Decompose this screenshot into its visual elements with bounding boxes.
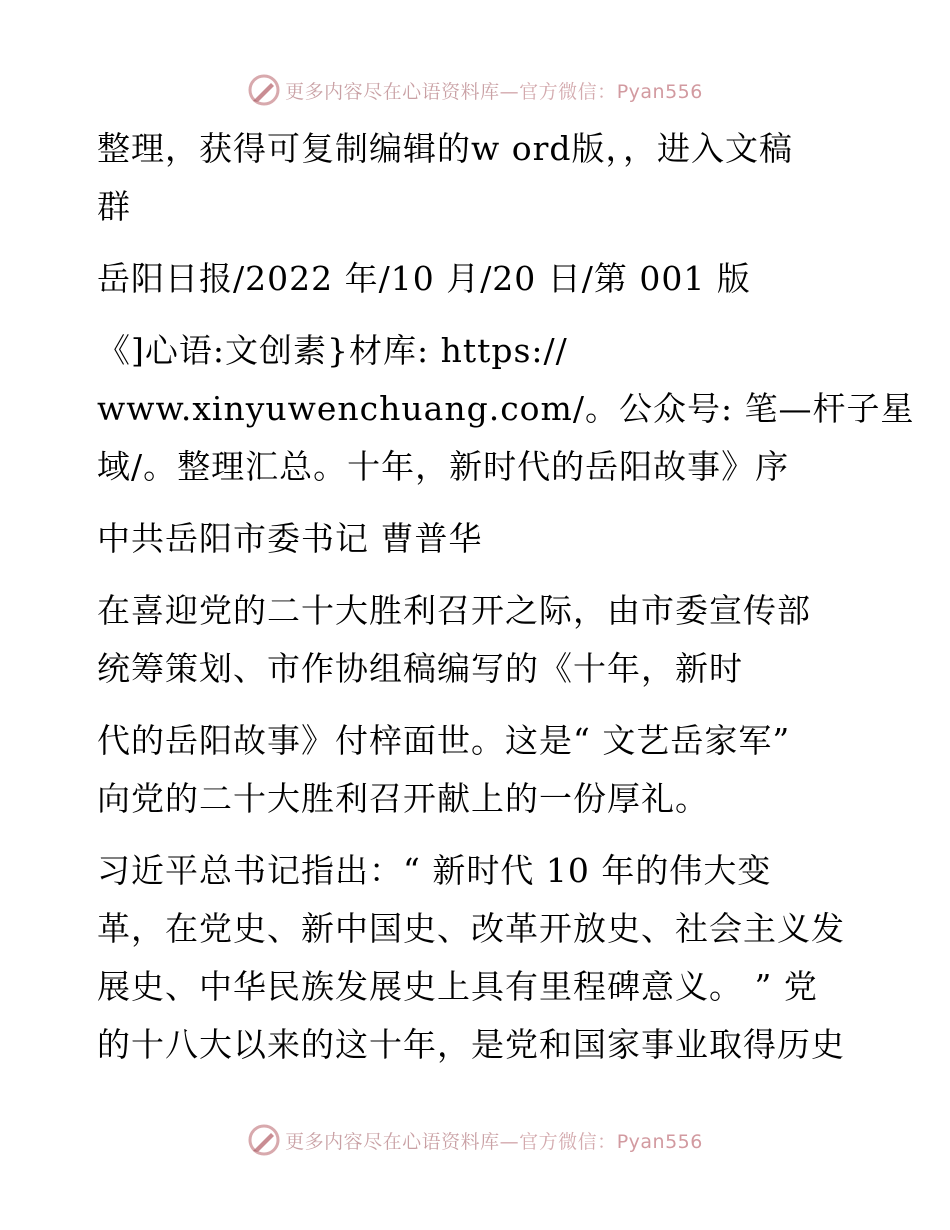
- text-line: 整理，获得可复制编辑的w ord版，，进入文稿: [97, 129, 794, 168]
- text-line: 岳阳日报/2022 年/10 月/20 日/第 001 版: [97, 259, 751, 298]
- text-line: 的十八大以来的这十年，是党和国家事业取得历史: [97, 1025, 845, 1064]
- document-body: [97, 120, 915, 1074]
- text-line: 代的岳阳故事》付梓面世。这是“ 文艺岳家军”: [97, 721, 791, 760]
- text-line: 展史、中华民族发展史上具有里程碑意义。 ” 党: [97, 967, 818, 1006]
- banner-text: 更多内容尽在心语资料库—官方微信：Pyan556: [285, 80, 703, 103]
- text-line: 统筹策划、市作协组稿编写的《十年，新时: [97, 649, 743, 688]
- text-line: www.xinyuwenchuang.com/。公众号: 笔—杆子星: [97, 389, 915, 428]
- text-line: 革，在党史、新中国史、改革开放史、社会主义发: [97, 909, 845, 948]
- text-line: 习近平总书记指出：“ 新时代 10 年的伟大变: [97, 851, 772, 890]
- footer-watermark-banner: [0, 1120, 950, 1160]
- pen-logo-icon: [247, 73, 281, 107]
- pen-logo-icon: [247, 1123, 281, 1157]
- text-line: 域/。整理汇总。十年，新时代的岳阳故事》序: [97, 447, 790, 486]
- banner-text: 更多内容尽在心语资料库—官方微信：Pyan556: [285, 1130, 703, 1153]
- text-line: 向党的二十大胜利召开献上的一份厚礼。: [97, 779, 709, 818]
- text-line: 群: [97, 187, 131, 226]
- text-line: 在喜迎党的二十大胜利召开之际，由市委宣传部: [97, 591, 811, 630]
- header-watermark-banner: [0, 70, 950, 110]
- author-line: 中共岳阳市委书记 曹普华: [97, 519, 483, 558]
- text-line: 《]心语:文创素}材库: https://: [97, 331, 568, 370]
